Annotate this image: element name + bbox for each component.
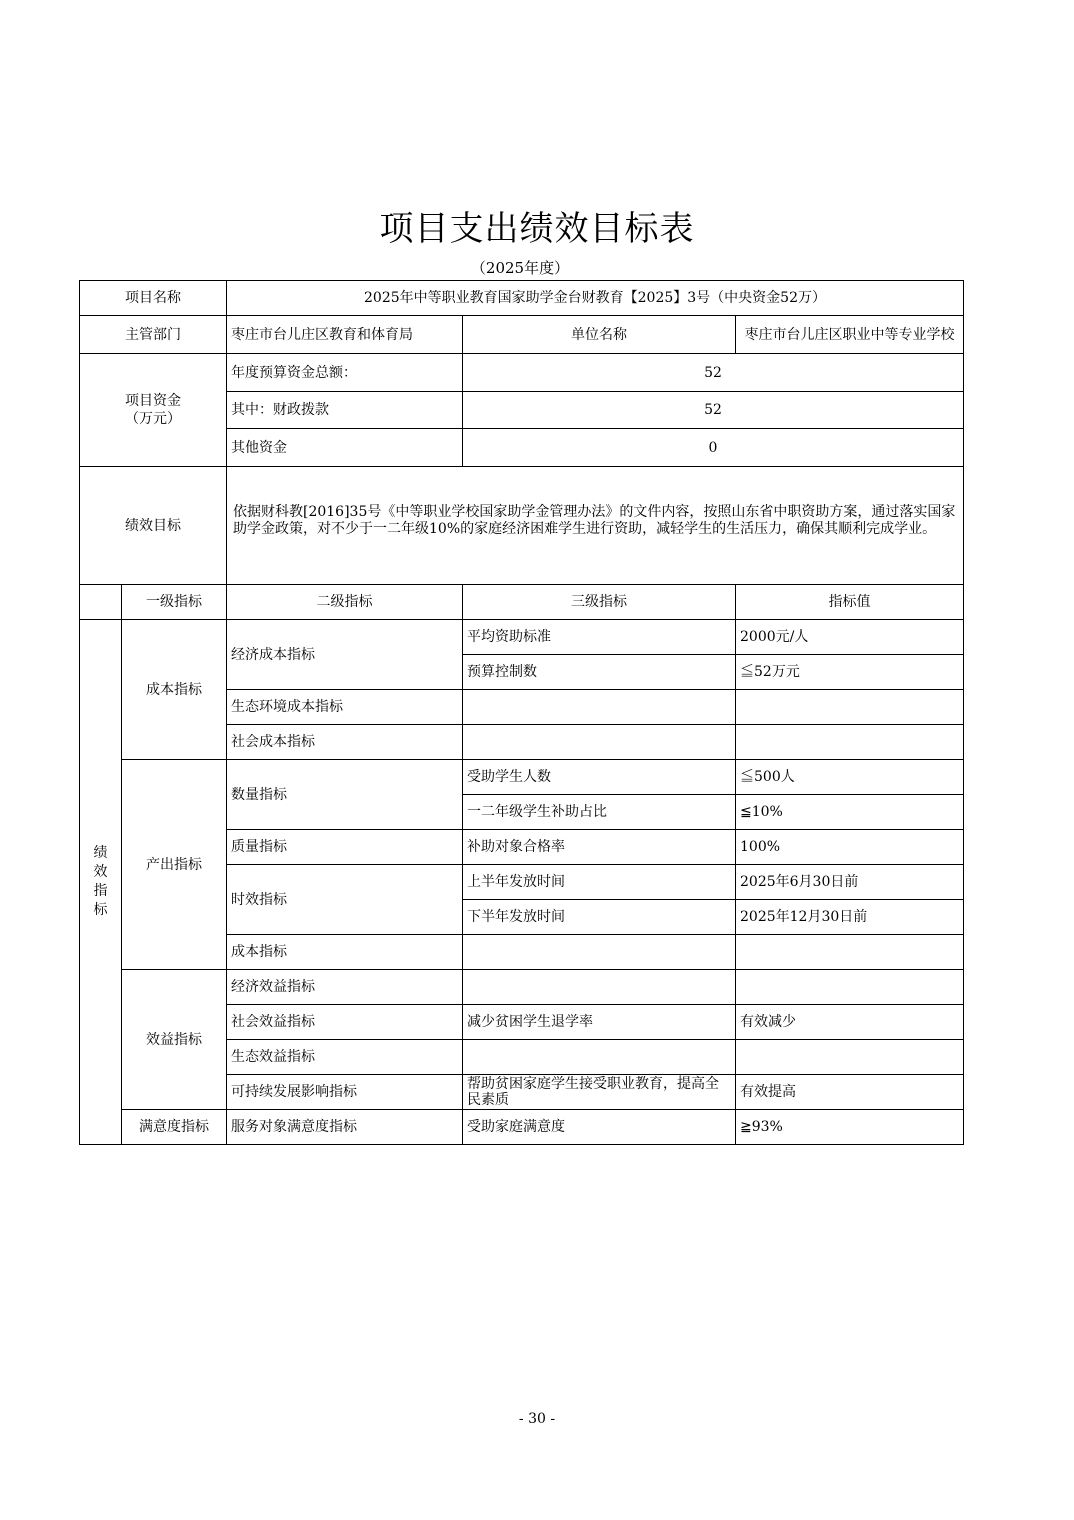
header-level1: 一级指标 (122, 585, 227, 620)
level3-cell: 帮助贫困家庭学生接受职业教育，提高全民素质 (463, 1075, 736, 1110)
project-name-value: 2025年中等职业教育国家助学金台财教育【2025】3号（中央资金52万） (227, 281, 964, 316)
level3-cell: 平均资助标准 (463, 620, 736, 655)
level3-cell: 补助对象合格率 (463, 830, 736, 865)
department-row (80, 316, 964, 354)
cost-level1: 成本指标 (122, 620, 227, 760)
value-cell: 2025年12月30日前 (736, 900, 964, 935)
level3-cell: 预算控制数 (463, 655, 736, 690)
funds-label: 项目资金 （万元） (80, 354, 227, 467)
level3-cell: 受助学生人数 (463, 760, 736, 795)
goal-row (80, 467, 964, 585)
goal-text: 依据财科教[2016]35号《中等职业学校国家助学金管理办法》的文件内容，按照山东省中职资助方案，通过落实国家助学金政策，对不少于一二年级10%的家庭经济困难学生进行资助，减轻学生的生活压力，确保其顺利完成学业。 (233, 503, 956, 537)
value-cell (736, 970, 964, 1005)
level3-cell: 下半年发放时间 (463, 900, 736, 935)
level2-cell: 可持续发展影响指标 (227, 1075, 463, 1110)
level2-cell: 生态环境成本指标 (227, 690, 463, 725)
header-level2: 二级指标 (227, 585, 463, 620)
table-row (80, 620, 964, 655)
level3-cell (463, 1040, 736, 1075)
dept-value: 枣庄市台儿庄区教育和体育局 (227, 316, 463, 354)
value-cell: 有效减少 (736, 1005, 964, 1040)
value-cell: 有效提高 (736, 1075, 964, 1110)
level3-cell: 上半年发放时间 (463, 865, 736, 900)
satisfaction-value: ≧93% (736, 1110, 964, 1145)
value-cell: ≦52万元 (736, 655, 964, 690)
level3-cell (463, 690, 736, 725)
goal-label: 绩效目标 (80, 467, 227, 585)
page-subtitle: （2025年度） (470, 259, 570, 277)
quantity-label: 数量指标 (227, 760, 463, 830)
level3-cell (463, 725, 736, 760)
indicator-header-row (80, 585, 964, 620)
value-cell: 2000元/人 (736, 620, 964, 655)
page-title: 项目支出绩效目标表 (379, 209, 695, 249)
output-level1: 产出指标 (122, 760, 227, 970)
level3-cell (463, 970, 736, 1005)
performance-target-table (79, 280, 964, 1145)
header-value: 指标值 (736, 585, 964, 620)
table-row (80, 760, 964, 795)
project-name-row (80, 281, 964, 316)
funds-other-label: 其他资金 (227, 429, 463, 467)
funds-total-row (80, 354, 964, 392)
dept-label: 主管部门 (80, 316, 227, 354)
funds-fiscal-label: 其中：财政拨款 (227, 392, 463, 429)
project-name-label: 项目名称 (80, 281, 227, 316)
value-cell: 100% (736, 830, 964, 865)
value-cell (736, 725, 964, 760)
level2-cell: 社会成本指标 (227, 725, 463, 760)
table-row (80, 970, 964, 1005)
table-row (80, 1110, 964, 1145)
level3-cell (463, 935, 736, 970)
level2-cell: 成本指标 (227, 935, 463, 970)
satisfaction-level2: 服务对象满意度指标 (227, 1110, 463, 1145)
level2-cell: 生态效益指标 (227, 1040, 463, 1075)
blank-corner-cell (80, 585, 122, 620)
level2-cell: 社会效益指标 (227, 1005, 463, 1040)
funds-fiscal-value: 52 (463, 392, 964, 429)
benefit-level1: 效益指标 (122, 970, 227, 1110)
unit-value: 枣庄市台儿庄区职业中等专业学校 (736, 316, 964, 354)
page-number: - 30 - (518, 1411, 556, 1427)
funds-total-value: 52 (463, 354, 964, 392)
funds-total-label: 年度预算资金总额： (227, 354, 463, 392)
level2-cell: 质量指标 (227, 830, 463, 865)
funds-other-value: 0 (463, 429, 964, 467)
value-cell: 2025年6月30日前 (736, 865, 964, 900)
economic-cost-label: 经济成本指标 (227, 620, 463, 690)
value-cell (736, 935, 964, 970)
perf-indicator-label: 绩 效 指 标 (80, 620, 122, 1145)
level3-cell: 一二年级学生补助占比 (463, 795, 736, 830)
satisfaction-level3: 受助家庭满意度 (463, 1110, 736, 1145)
value-cell (736, 690, 964, 725)
level3-cell: 减少贫困学生退学率 (463, 1005, 736, 1040)
value-cell: ≦500人 (736, 760, 964, 795)
value-cell (736, 1040, 964, 1075)
header-level3: 三级指标 (463, 585, 736, 620)
unit-label: 单位名称 (463, 316, 736, 354)
value-cell: ≦10% (736, 795, 964, 830)
level2-cell: 经济效益指标 (227, 970, 463, 1005)
satisfaction-level1: 满意度指标 (122, 1110, 227, 1145)
timeliness-label: 时效指标 (227, 865, 463, 935)
